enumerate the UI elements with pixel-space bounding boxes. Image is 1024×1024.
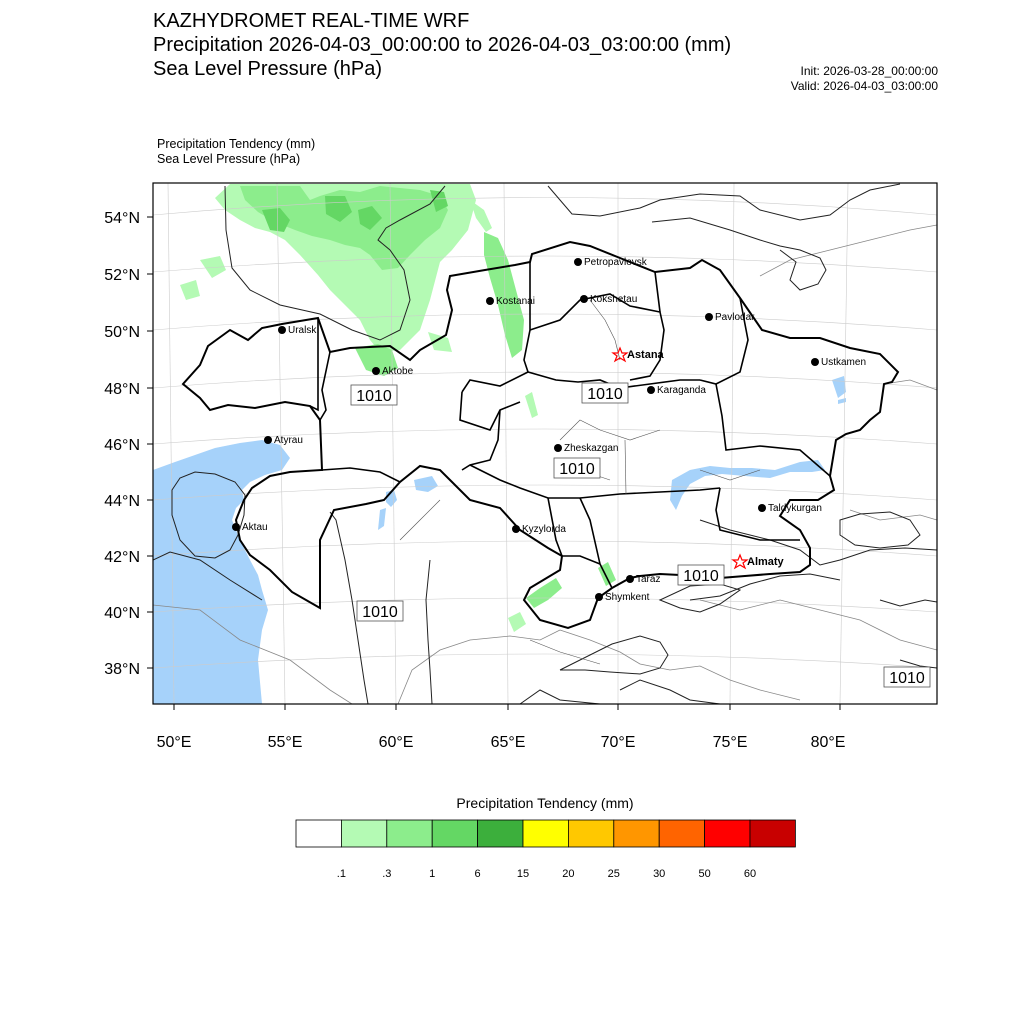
svg-text:Almaty: Almaty: [747, 556, 784, 568]
isobar-label: [678, 565, 724, 585]
svg-text:Taldykurgan: Taldykurgan: [768, 503, 822, 514]
colorbar-swatch: [614, 820, 659, 847]
svg-text:Ustkamen: Ustkamen: [821, 357, 867, 368]
colorbar-tick-label: 60: [743, 868, 757, 880]
svg-text:Kokshetau: Kokshetau: [590, 294, 638, 305]
lon-axis: [157, 704, 846, 751]
lat-label-42: 42°N: [104, 549, 140, 566]
lat-label-50: 50°N: [104, 324, 140, 341]
colorbar-tick-label: 30: [653, 868, 666, 880]
lat-label-40: 40°N: [104, 605, 140, 622]
svg-text:Atyrau: Atyrau: [274, 435, 303, 446]
isobar-label: [351, 385, 397, 405]
lat-label-48: 48°N: [104, 381, 140, 398]
init-time: Init: 2026-03-28_00:00:00: [800, 64, 938, 78]
colorbar-tick-label: 1: [429, 868, 436, 880]
svg-text:Shymkent: Shymkent: [605, 592, 650, 603]
svg-text:Taraz: Taraz: [636, 574, 661, 585]
svg-text:1010: 1010: [362, 604, 398, 621]
city-zheskazgan: [554, 443, 618, 454]
map-title: KAZHYDROMET REAL-TIME WRF: [153, 10, 470, 32]
lat-label-44: 44°N: [104, 493, 140, 510]
colorbar-tick-label: .3: [382, 868, 392, 880]
lon-label-65: 65°E: [490, 734, 526, 751]
city-taldykurgan: [758, 503, 822, 514]
precip-subtitle: Precipitation Tendency (mm): [157, 137, 316, 151]
svg-text:Kostanai: Kostanai: [496, 296, 535, 307]
colorbar-swatch: [432, 820, 477, 847]
svg-text:1010: 1010: [683, 568, 719, 585]
precip-period-title: Precipitation 2026-04-03_00:00:00 to 2026-04-03_03:00:00 (mm): [153, 34, 732, 56]
svg-text:1010: 1010: [889, 670, 925, 687]
colorbar-swatch: [523, 820, 568, 847]
lon-label-80: 80°E: [810, 734, 846, 751]
svg-text:Zheskazgan: Zheskazgan: [564, 443, 619, 454]
isobar-label: [357, 601, 403, 621]
svg-text:1010: 1010: [559, 461, 595, 478]
slp-subtitle: Sea Level Pressure (hPa): [157, 152, 301, 166]
isobar-label: [582, 383, 628, 403]
colorbar-swatch: [478, 820, 523, 847]
isobar-label: [554, 458, 600, 478]
colorbar-swatch: [387, 820, 432, 847]
svg-text:1010: 1010: [356, 388, 392, 405]
svg-text:Kyzylorda: Kyzylorda: [522, 524, 566, 535]
lon-label-50: 50°E: [156, 734, 192, 751]
colorbar-tick-label: 15: [516, 868, 530, 880]
svg-text:Karaganda: Karaganda: [657, 385, 706, 396]
colorbar-swatch: [568, 820, 613, 847]
lat-label-52: 52°N: [104, 267, 140, 284]
colorbar: [296, 820, 795, 880]
colorbar-swatch: [341, 820, 386, 847]
lat-axis: [104, 210, 153, 678]
svg-text:Aktobe: Aktobe: [382, 366, 414, 377]
svg-text:Uralsk: Uralsk: [288, 325, 317, 336]
slp-title: Sea Level Pressure (hPa): [153, 58, 383, 80]
svg-text:Astana: Astana: [627, 349, 664, 361]
lat-label-38: 38°N: [104, 661, 140, 678]
svg-text:Aktau: Aktau: [242, 522, 268, 533]
svg-text:1010: 1010: [587, 386, 623, 403]
colorbar-title: Precipitation Tendency (mm): [456, 795, 634, 811]
valid-time: Valid: 2026-04-03_03:00:00: [790, 79, 938, 93]
lat-label-46: 46°N: [104, 437, 140, 454]
lat-label-54: 54°N: [104, 210, 140, 227]
colorbar-tick-label: 20: [562, 868, 575, 880]
colorbar-tick-label: 6: [474, 868, 481, 880]
isobar-label: [884, 667, 930, 687]
city-petropavlovsk: [574, 257, 648, 268]
map-area: [153, 183, 937, 704]
colorbar-swatch: [705, 820, 750, 847]
colorbar-swatch: [750, 820, 795, 847]
lon-label-60: 60°E: [378, 734, 414, 751]
colorbar-swatch: [659, 820, 704, 847]
colorbar-tick-label: 50: [698, 868, 711, 880]
lon-label-75: 75°E: [712, 734, 748, 751]
lon-label-70: 70°E: [600, 734, 636, 751]
svg-text:Pavlodar: Pavlodar: [715, 312, 755, 323]
lon-label-55: 55°E: [267, 734, 303, 751]
colorbar-tick-label: 25: [607, 868, 620, 880]
svg-text:Petropavlovsk: Petropavlovsk: [584, 257, 647, 268]
colorbar-tick-label: .1: [336, 868, 346, 880]
colorbar-swatch: [296, 820, 341, 847]
